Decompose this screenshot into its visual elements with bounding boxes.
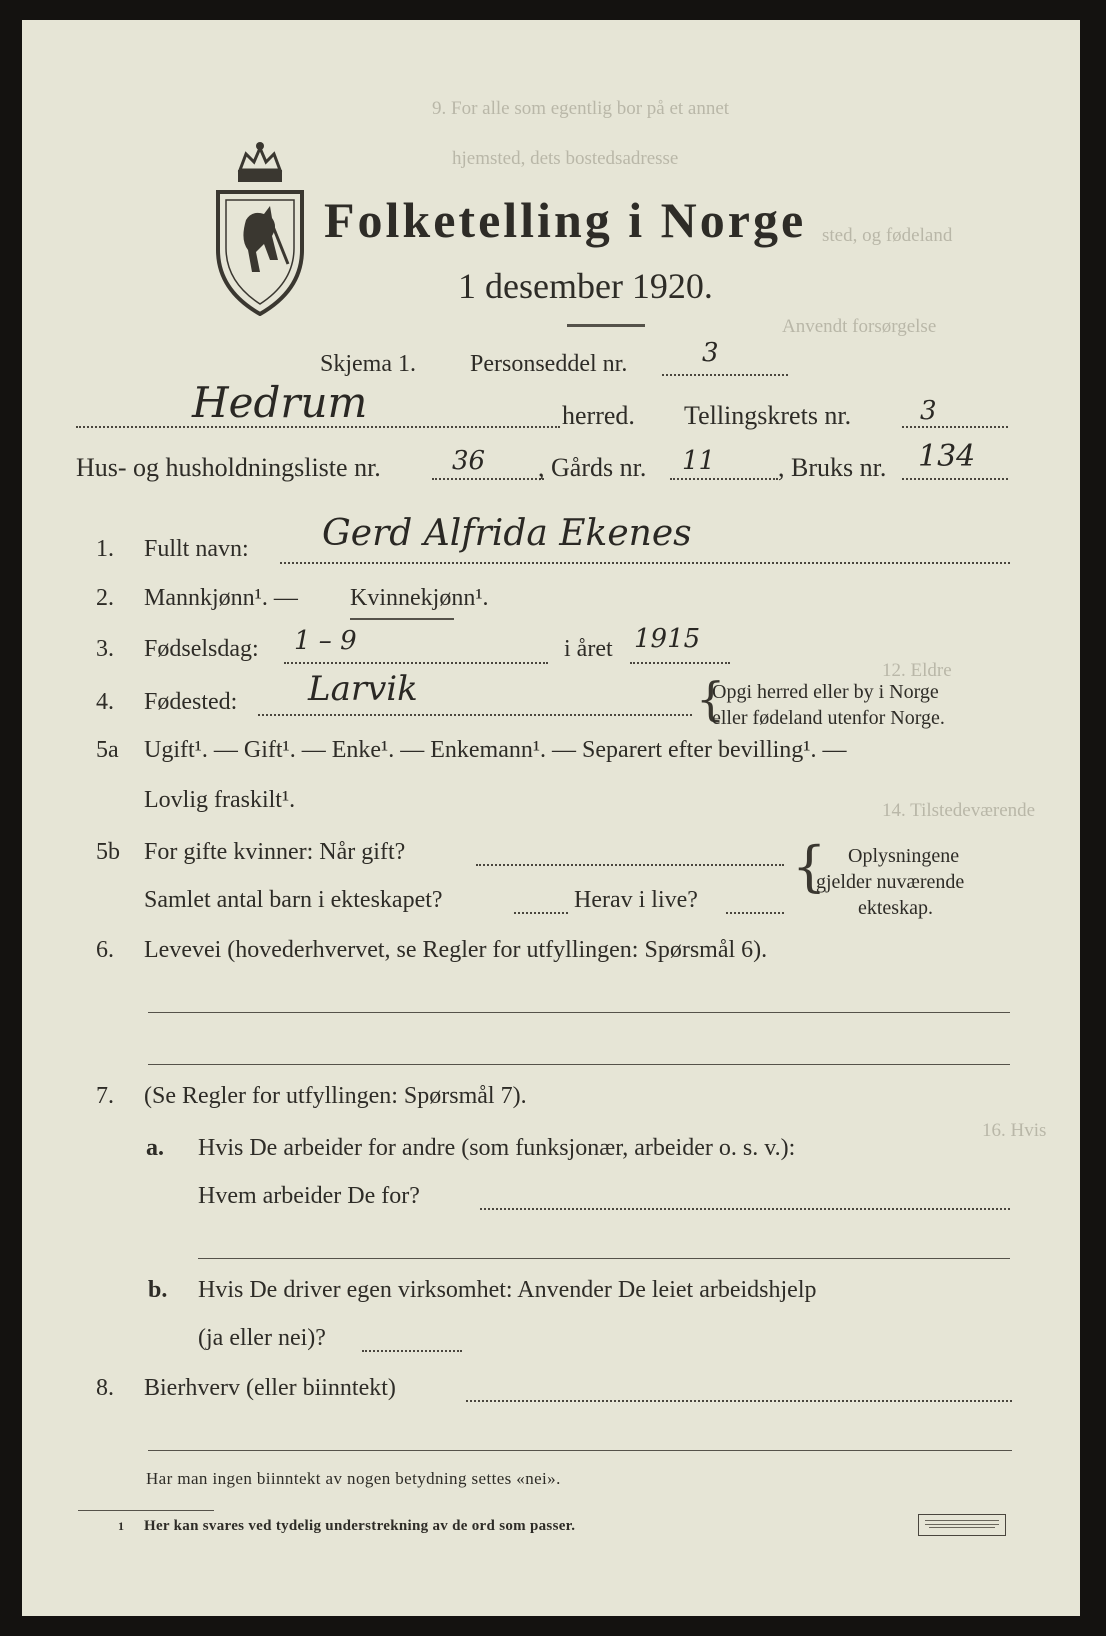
tellingskrets-field-line — [902, 426, 1008, 428]
q5b-note-line3: ekteskap. — [858, 897, 933, 919]
q5b-number: 5b — [96, 839, 120, 865]
gards-field-line — [670, 478, 778, 480]
q7a-employer-field[interactable] — [480, 1208, 1010, 1210]
q5b-note-brace: { — [792, 835, 827, 898]
q7b-line2: (ja eller nei)? — [198, 1325, 326, 1351]
no-income-note: Har man ingen biinntekt av nogen betydning settes «nei». — [146, 1469, 561, 1488]
q8-label: Bierhverv (eller biinntekt) — [144, 1375, 396, 1401]
q5b-note-line1: Oplysningene — [848, 845, 960, 867]
q5b-note-line2: gjelder nuværende — [816, 871, 965, 893]
q5b-children-field[interactable] — [514, 912, 568, 914]
q5a-number: 5a — [96, 737, 119, 763]
birth-year-value[interactable]: 1915 — [634, 624, 701, 654]
q4-note-line1: Opgi herred eller by i Norge — [712, 681, 939, 703]
gards-nr-value[interactable]: 11 — [682, 446, 716, 476]
q3-year-label: i året — [564, 636, 613, 662]
q4-number: 4. — [96, 689, 114, 715]
q3-label: Fødselsdag: — [144, 636, 259, 662]
q7a-answer-line-2[interactable] — [198, 1258, 1010, 1259]
bruks-field-line — [902, 478, 1008, 480]
q7a-mark: a. — [146, 1135, 164, 1161]
q4-label: Fødested: — [144, 689, 238, 715]
q2-male-option[interactable]: Mannkjønn¹. — — [144, 585, 298, 611]
norwegian-coat-of-arms-icon — [212, 140, 308, 316]
show-through-text: 14. Tilstedeværende — [882, 800, 1036, 821]
q5b-children-label: Samlet antal barn i ekteskapet? — [144, 887, 443, 913]
personseddel-label: Personseddel nr. — [470, 351, 628, 377]
title-divider — [567, 324, 645, 327]
q1-label: Fullt navn: — [144, 536, 249, 562]
husliste-field-line — [432, 478, 544, 480]
census-date: 1 desember 1920. — [458, 266, 713, 306]
tellingskrets-label: Tellingskrets nr. — [684, 401, 852, 430]
q6-answer-line-2[interactable] — [148, 1064, 1010, 1065]
q5b-alive-field[interactable] — [726, 912, 784, 914]
q8-field-line[interactable] — [466, 1400, 1012, 1402]
herred-label: herred. — [562, 401, 635, 430]
personseddel-field-line — [662, 374, 788, 376]
bruks-nr-value[interactable]: 134 — [918, 439, 976, 474]
female-underline-mark — [350, 618, 454, 620]
show-through-text: Anvendt forsørgelse — [782, 316, 937, 337]
show-through-text: 12. Eldre — [882, 660, 952, 681]
husliste-label: Hus- og husholdningsliste nr. — [76, 453, 381, 482]
q3-date-field-line — [284, 662, 548, 664]
q2-female-option[interactable]: Kvinnekjønn¹. — [350, 585, 489, 611]
show-through-text: hjemsted, dets bostedsadresse — [452, 148, 679, 169]
divorced-option[interactable]: Lovlig fraskilt¹. — [144, 787, 296, 813]
q3-number: 3. — [96, 636, 114, 662]
q5b-when-married-field[interactable] — [476, 864, 784, 866]
tellingskrets-nr-value[interactable]: 3 — [920, 396, 937, 426]
schema-label: Skjema 1. — [320, 351, 416, 377]
bruks-label: , Bruks nr. — [778, 453, 887, 482]
q7-number: 7. — [96, 1083, 114, 1109]
show-through-text: 16. Hvis — [982, 1120, 1047, 1141]
footnote-divider — [78, 1510, 214, 1511]
form-title: Folketelling i Norge — [324, 192, 807, 248]
q7b-line1: Hvis De driver egen virksomhet: Anvender De leiet arbeidshjelp — [198, 1277, 817, 1303]
q5b-when-married-label: For gifte kvinner: Når gift? — [144, 839, 406, 865]
personseddel-nr-value[interactable]: 3 — [702, 338, 719, 368]
q4-field-line — [258, 714, 692, 716]
full-name-value[interactable]: Gerd Alfrida Ekenes — [322, 513, 692, 554]
q7b-mark: b. — [148, 1277, 168, 1303]
husliste-nr-value[interactable]: 36 — [452, 446, 486, 476]
q4-note-line2: eller fødeland utenfor Norge. — [712, 707, 945, 729]
footnote-text: Her kan svares ved tydelig understrekning av de ord som passer. — [144, 1518, 576, 1534]
birthdate-value[interactable]: 1 – 9 — [294, 626, 357, 656]
herred-value[interactable]: Hedrum — [192, 378, 368, 427]
q8-answer-line-2[interactable] — [148, 1450, 1012, 1451]
q1-field-line — [280, 562, 1010, 564]
q7a-line1: Hvis De arbeider for andre (som funksjonær, arbeider o. s. v.): — [198, 1135, 796, 1161]
birthplace-value[interactable]: Larvik — [308, 669, 418, 709]
q7b-yes-no-field[interactable] — [362, 1350, 462, 1352]
q1-number: 1. — [96, 536, 114, 562]
census-form-sheet — [22, 20, 1080, 1616]
q3-year-field-line — [630, 662, 730, 664]
printer-stamp-icon — [918, 1514, 1006, 1536]
q6-label: Levevei (hovederhvervet, se Regler for utfyllingen: Spørsmål 6). — [144, 937, 768, 963]
q2-number: 2. — [96, 585, 114, 611]
q5b-alive-label: Herav i live? — [574, 887, 698, 913]
q6-number: 6. — [96, 937, 114, 963]
footnote-mark: 1 — [118, 1519, 124, 1533]
q6-answer-line-1[interactable] — [148, 1012, 1010, 1013]
q8-number: 8. — [96, 1375, 114, 1401]
q7a-line2: Hvem arbeider De for? — [198, 1183, 420, 1209]
gards-label: , Gårds nr. — [538, 453, 647, 482]
show-through-text: sted, og fødeland — [822, 225, 953, 246]
show-through-text: 9. For alle som egentlig bor på et annet — [432, 98, 730, 119]
q7-label: (Se Regler for utfyllingen: Spørsmål 7). — [144, 1083, 527, 1109]
q4-note-brace: { — [696, 672, 726, 726]
marital-status-options[interactable]: Ugift¹. — Gift¹. — Enke¹. — Enkemann¹. — Separert efter bevilling¹. — — [144, 737, 847, 763]
